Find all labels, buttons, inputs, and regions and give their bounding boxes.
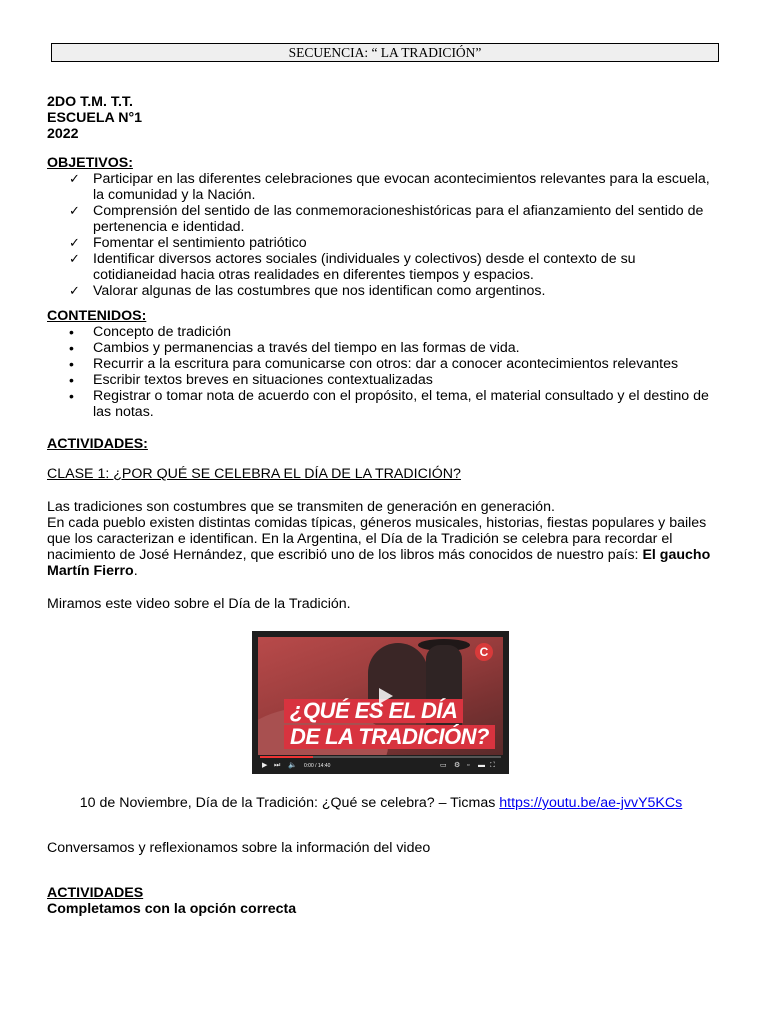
- list-item: ✓ Identificar diversos actores sociales (individuales y colectivos) desde el contexto de su cotidianeidad hacia otras realidades en diferentes tiempos y espacios.: [69, 251, 636, 283]
- objetivos-heading: OBJETIVOS:: [47, 155, 133, 171]
- contenidos-list: [47, 324, 715, 420]
- check-icon: ✓: [69, 171, 80, 186]
- objetivos-list: [47, 171, 715, 299]
- video-progress-bar[interactable]: [260, 756, 501, 758]
- document-title: SECUENCIA: “ LA TRADICIÓN”: [51, 43, 719, 62]
- volume-icon[interactable]: 🔈: [288, 762, 297, 769]
- check-icon: ✓: [69, 203, 80, 218]
- header-line-course: 2DO T.M. T.T.: [47, 94, 133, 110]
- header-info: [47, 94, 715, 142]
- next-icon[interactable]: ⏭: [274, 762, 281, 769]
- contenidos-section: [47, 308, 715, 420]
- list-item: ✓ Valorar algunas de las costumbres que nos identifican como argentinos.: [69, 283, 546, 299]
- video-caption-line1: ¿QUÉ ES EL DÍA: [284, 699, 463, 723]
- play-button-icon[interactable]: ▶: [262, 762, 268, 769]
- intro-paragraph: [47, 499, 715, 579]
- captions-icon[interactable]: ▭: [440, 762, 447, 769]
- header-line-school: ESCUELA N°1: [47, 110, 143, 126]
- clase1-heading: CLASE 1: ¿POR QUÉ SE CELEBRA EL DÍA DE LA TRADICIÓN?: [47, 466, 461, 482]
- miniplayer-icon[interactable]: ▫: [467, 762, 470, 769]
- list-item: • Registrar o tomar nota de acuerdo con el propósito, el tema, el material consultado y el destino de las notas.: [69, 388, 709, 420]
- channel-logo-icon: C: [475, 643, 493, 661]
- bullet-icon: •: [69, 324, 74, 340]
- list-item: • Escribir textos breves en situaciones contextualizadas: [69, 372, 433, 388]
- bullet-icon: •: [69, 340, 74, 356]
- video-player[interactable]: [252, 631, 509, 774]
- fullscreen-icon[interactable]: ⛶: [490, 762, 495, 769]
- list-item: ✓ Fomentar el sentimiento patriótico: [69, 235, 307, 251]
- intro-line: Las tradiciones son costumbres que se transmiten de generación en generación.: [47, 499, 555, 515]
- actividades-heading: ACTIVIDADES:: [47, 436, 148, 452]
- book-title: El gaucho Martín Fierro: [47, 547, 711, 579]
- list-item: ✓ Comprensión del sentido de las conmemoracioneshistóricas para el afianzamiento del sentido de pertenencia e identidad.: [69, 203, 704, 235]
- list-item: • Cambios y permanencias a través del tiempo en las formas de vida.: [69, 340, 520, 356]
- intro-body: En cada pueblo existen distintas comidas típicas, géneros musicales, historias, fiestas populares y bailes que los caracterizan e identifican. En la Argentina, el Día de la Tradición se celebra para recordar el nacimiento de José Hernández, que escribió uno de los libros más conocidos de nuestro país: El gaucho Martín Fierro.: [47, 515, 711, 579]
- check-icon: ✓: [69, 251, 80, 266]
- play-icon[interactable]: [362, 681, 406, 711]
- bullet-icon: •: [69, 372, 74, 388]
- video-intro: Miramos este video sobre el Día de la Tradición.: [47, 596, 351, 612]
- check-icon: ✓: [69, 235, 80, 250]
- check-icon: ✓: [69, 283, 80, 298]
- completamos-instruction: Completamos con la opción correcta: [47, 901, 297, 917]
- actividades2-section: [47, 885, 715, 917]
- header-line-year: 2022: [47, 126, 79, 142]
- video-caption: 10 de Noviembre, Día de la Tradición: ¿Qué se celebra? – Ticmas https://youtu.be/ae-jvvY5KCs: [79, 795, 683, 811]
- video-controls[interactable]: [260, 756, 501, 770]
- list-item: • Recurrir a la escritura para comunicarse con otros: dar a conocer acontecimientos relevantes: [69, 356, 679, 372]
- video-thumbnail: [258, 637, 503, 755]
- actividades2-heading: ACTIVIDADES: [47, 885, 144, 901]
- video-time: 0:00 / 14:40: [304, 763, 331, 769]
- list-item: ✓ Participar en las diferentes celebraciones que evocan acontecimientos relevantes para la escuela, la comunidad y la Nación.: [69, 171, 710, 203]
- reflect-text: Conversamos y reflexionamos sobre la información del video: [47, 840, 431, 856]
- theater-icon[interactable]: ▬: [478, 762, 485, 769]
- bullet-icon: •: [69, 356, 74, 372]
- contenidos-heading: CONTENIDOS:: [47, 308, 147, 324]
- video-caption-line2: DE LA TRADICIÓN?: [284, 725, 495, 749]
- bullet-icon: •: [69, 388, 74, 404]
- gear-icon[interactable]: ⚙: [454, 762, 461, 769]
- video-link[interactable]: https://youtu.be/ae-jvvY5KCs: [499, 795, 683, 811]
- list-item: • Concepto de tradición: [69, 324, 232, 340]
- objetivos-section: [47, 155, 715, 299]
